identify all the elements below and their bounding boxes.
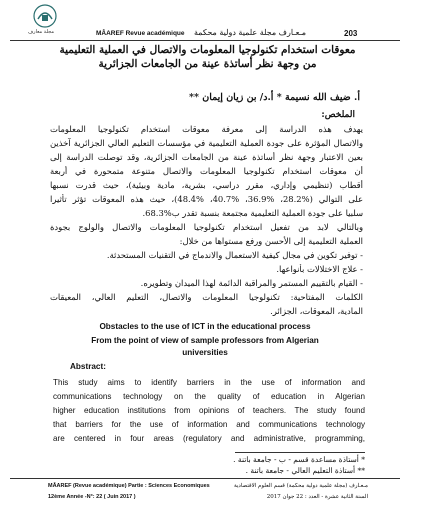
authors: أ. ضيف الله نسيمة * أ.د/ بن زيان إيمان **	[189, 92, 360, 103]
footnote: * أستاذة مساعدة قسم - ب - جامعة باتنة .	[233, 455, 365, 464]
journal-logo-icon	[32, 3, 58, 29]
arabic-abstract-line: يهدف هذه الدراسة إلى معرفة معوقات استخدام تكنولوجيا المعلومات	[50, 124, 363, 134]
arabic-abstract-line: بعين الاعتبار وجهة نظر أساتذة عينة من الجامعات الجزائرية، وقد توصلت الدراسة إلى	[50, 152, 363, 162]
footer-issue-info-arabic: السنة الثانية عشرة - العدد : 22 جوان 2017	[266, 494, 368, 500]
footnote-divider	[235, 452, 365, 453]
english-title-line: universities	[182, 348, 228, 357]
english-abstract-line: are centered in four areas (regulatory and administrative, programming,	[53, 434, 365, 443]
arabic-abstract-line: العملية التعليمية إلى الأحسن ورفع مستواها من خلال:	[179, 236, 363, 246]
footer-journal-info: MÂAREF (Revue académique) Partie : Sciences Economiques	[48, 483, 210, 489]
journal-name-arabic: مـعـارف مجلة علمية دولية محكمة	[194, 28, 307, 37]
footer-journal-info-arabic: مـعـارف (مجلة علمية دولية محكمة) قسم العلوم الاقتصادية	[233, 483, 368, 489]
arabic-title-line: من وجهة نظر أساتذة عينة من الجامعات الجزائرية	[98, 58, 317, 70]
english-abstract-line: This study aims to identify barriers in the use of information and	[53, 378, 365, 387]
arabic-abstract-line: أقطاب (تنظيمي وإداري، مقرر دراسي، بشرية، مادية وبيئية)، حيث قدرت نسبها	[50, 180, 363, 190]
header-divider	[10, 40, 400, 41]
english-abstract-line: communications technology on the quality of education in Algerian	[53, 392, 365, 401]
footnote: ** أستاذة التعليم العالي - جامعة باتنة .	[245, 466, 365, 475]
english-title-line: From the point of view of sample professors from Algerian	[91, 336, 319, 345]
arabic-abstract-line: على التوالي (%28.2، %36.9، %40.7، %48.4)، حيث هذه المعوقات تؤثر تأثيرا	[50, 194, 363, 204]
english-abstract-line: that barriers for the use of information and communications technology	[53, 420, 365, 429]
english-abstract-line: higher education institutions from opinions of teachers. The study found	[53, 406, 365, 415]
arabic-abstract-line: - علاج الاختلالات بأنواعها.	[276, 264, 363, 274]
footer-divider	[10, 478, 400, 479]
arabic-abstract-line: سلبيا على جودة العملية التعليمية مجتمعة بنسبة تقدر ب%68.3.	[142, 208, 363, 218]
journal-name: MÂAREF Revue académique	[96, 30, 185, 37]
arabic-abstract-line: والاتصال المؤثرة على جودة العملية التعليمية في مؤسسات التعليم العالي الجزائرية آخذين	[50, 138, 363, 148]
arabic-abstract-line: وبالتالي لابد من تفعيل استخدام تكنولوجيا المعلومات والاتصال والولوج بجودة	[50, 222, 363, 232]
logo-text: مجلة معارف	[28, 29, 55, 35]
arabic-title-line: معوقات استخدام تكنولوجيا المعلومات والاتصال في العملية التعليمية	[59, 44, 356, 56]
arabic-abstract-line: - توفير تكوين في مجال كيفية الاستعمال والاندماج في التقنيات المستحدثة.	[106, 250, 363, 260]
abstract-heading-arabic: الملخص:	[321, 110, 355, 120]
english-title-line: Obstacles to the use of ICT in the educational process	[99, 322, 311, 331]
arabic-abstract-line: - القيام بالتقييم المستمر والمراقبة الدائمة لهذا الميدان وتطويره.	[140, 278, 363, 288]
arabic-abstract-line: أن معوقات استخدام تكنولوجيا المعلومات والاتصال متنوعة متمحورة في أربعة	[50, 166, 363, 176]
page-header	[8, 3, 400, 43]
arabic-keywords-line: الكلمات المفتاحية: تكنولوجيا المعلومات والاتصال، التعليم العالي، المعيقات	[50, 292, 363, 302]
abstract-heading-english: Abstract:	[70, 362, 106, 371]
footer-issue-info: 12ème Année -N°: 22 ( Juin 2017 )	[48, 494, 136, 500]
page-number: 203	[344, 29, 358, 38]
arabic-keywords-line: المادية، المعوقات، الجزائر.	[270, 306, 363, 316]
